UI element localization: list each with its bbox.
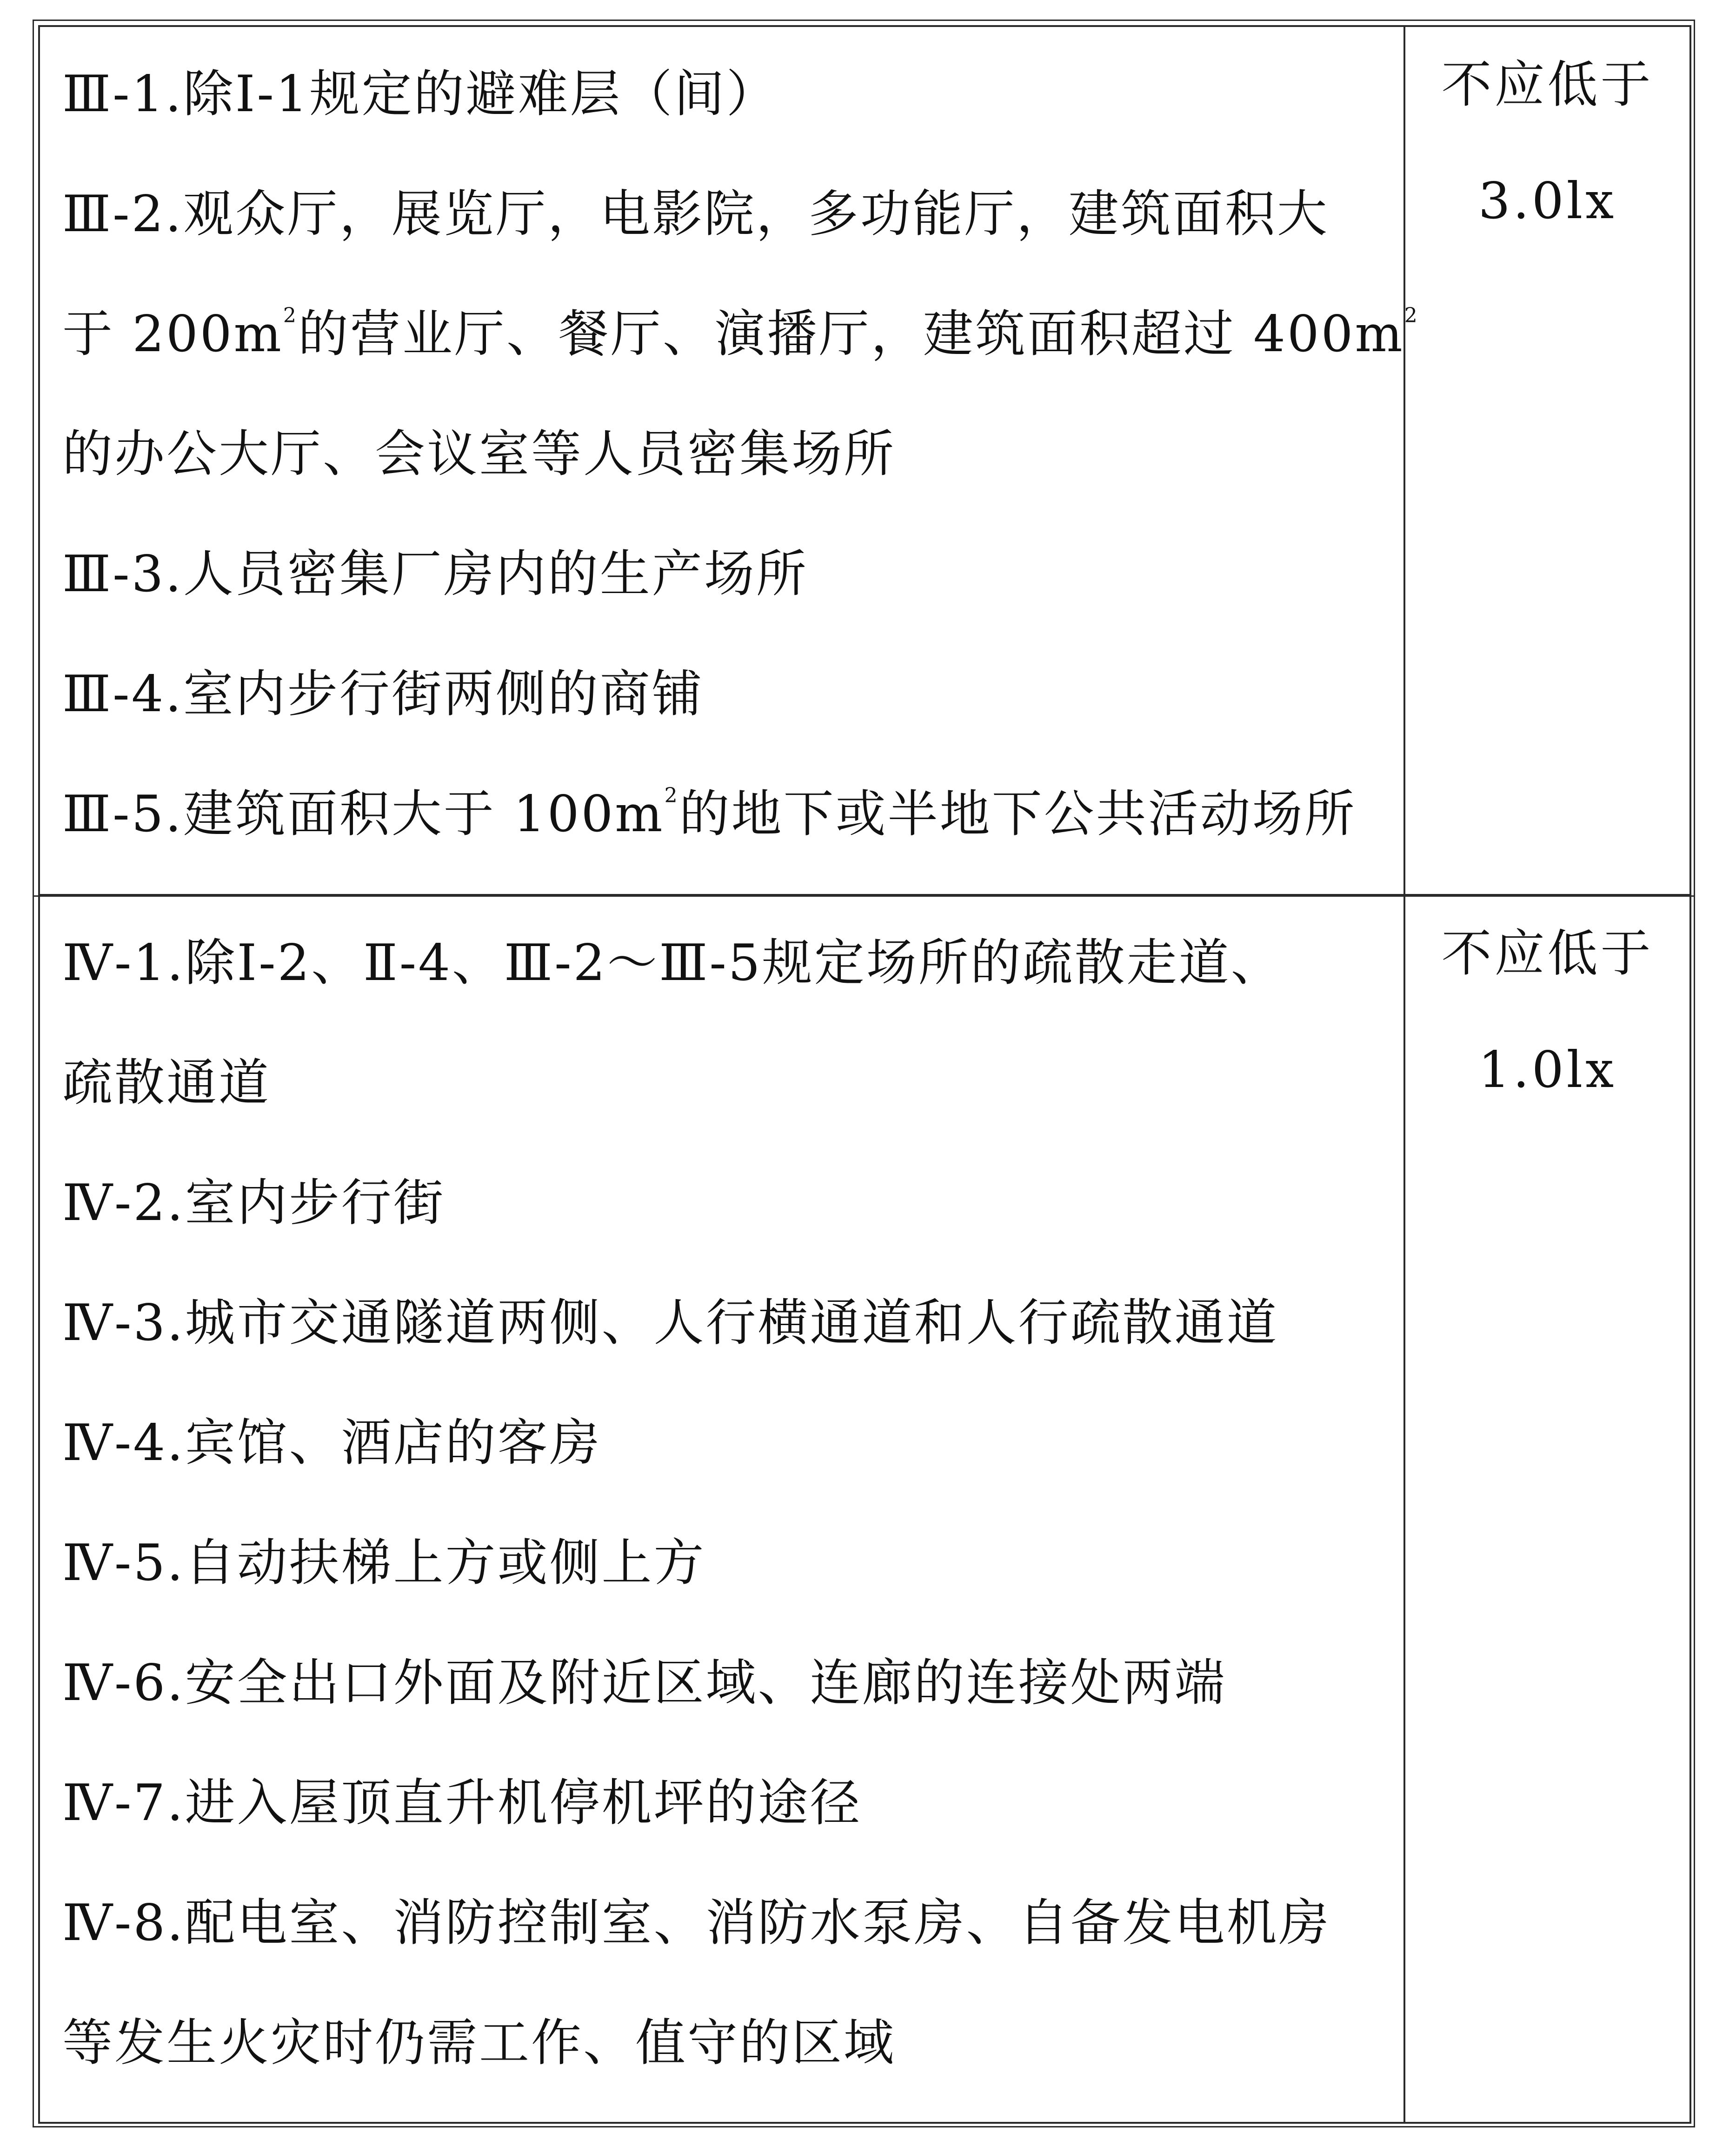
- item-text: 等发生火灾时仍需工作、值守的区域: [62, 2014, 896, 2072]
- requirement-line-1: 不应低于: [1441, 56, 1654, 114]
- place-item-4-8: [62, 1863, 1385, 1983]
- item-text: 宾馆、酒店的客房: [185, 1414, 602, 1472]
- item-text: 人员密集厂房内的生产场所: [183, 545, 808, 603]
- item-prefix: Ⅲ-1.: [62, 65, 183, 123]
- item-text: 城市交通隧道两侧、人行横通道和人行疏散通道: [185, 1294, 1279, 1352]
- places-cell-group-3: [39, 26, 1419, 895]
- place-item-4-1-cont: [62, 1023, 1385, 1143]
- place-item-4-2: [62, 1143, 1385, 1263]
- item-text: 疏散通道: [62, 1054, 271, 1112]
- place-item-3-2-cont-1: [62, 274, 1419, 394]
- superscript: 2: [283, 304, 298, 327]
- item-text: 安全出口外面及附近区域、连廊的连接处两端: [185, 1654, 1227, 1712]
- place-item-4-8-cont: [62, 1983, 1385, 2103]
- place-item-3-2: [62, 154, 1385, 274]
- item-text: 观众厅，展览厅，电影院，多功能厅，建筑面积大: [183, 185, 1329, 243]
- place-item-3-2-cont-2: [62, 394, 1385, 514]
- item-text: 的办公大厅、会议室等人员密集场所: [62, 425, 896, 483]
- place-item-3-5: [62, 754, 1385, 874]
- place-item-4-4: [62, 1383, 1385, 1503]
- requirement-line-1: 不应低于: [1441, 925, 1654, 983]
- item-prefix: Ⅳ-5.: [62, 1534, 185, 1592]
- item-prefix: Ⅳ-7.: [62, 1774, 185, 1832]
- item-prefix: Ⅳ-1.: [62, 934, 185, 992]
- place-item-4-3: [62, 1263, 1385, 1383]
- item-text: 除Ⅰ-2、Ⅱ-4、Ⅲ-2～Ⅲ-5规定场所的疏散走道、: [185, 934, 1283, 992]
- item-prefix: Ⅳ-6.: [62, 1654, 185, 1712]
- item-prefix: Ⅳ-3.: [62, 1294, 185, 1352]
- item-text: 室内步行街: [185, 1174, 446, 1232]
- item-prefix: Ⅲ-3.: [62, 545, 183, 603]
- item-prefix: Ⅲ-5.: [62, 785, 183, 843]
- superscript: 2: [1404, 304, 1419, 327]
- requirements-table: [38, 25, 1691, 2124]
- superscript: 2: [664, 784, 679, 807]
- item-prefix: Ⅲ-2.: [62, 185, 183, 243]
- place-item-3-4: [62, 634, 1385, 754]
- item-text: 进入屋顶直升机停机坪的途径: [185, 1774, 862, 1832]
- place-item-3-1: [62, 34, 1385, 154]
- item-text: 的营业厅、餐厅、演播厅，建筑面积超过 400m: [298, 305, 1404, 363]
- place-item-4-5: [62, 1503, 1385, 1623]
- table-row-group-3: [39, 26, 1690, 895]
- item-prefix: Ⅳ-2.: [62, 1174, 185, 1232]
- item-prefix: Ⅳ-4.: [62, 1414, 185, 1472]
- place-item-3-3: [62, 514, 1385, 634]
- item-text: 自动扶梯上方或侧上方: [185, 1534, 706, 1592]
- item-text: 除Ⅰ-1规定的避难层（间）: [183, 65, 778, 123]
- requirement-cell-group-3: [1404, 26, 1690, 895]
- requirement-cell-group-4: [1404, 895, 1690, 2123]
- item-prefix: Ⅲ-4.: [62, 665, 183, 723]
- illumination-table: [38, 25, 1689, 2122]
- place-item-4-6: [62, 1623, 1385, 1743]
- requirement-value: 3.0lx: [1478, 172, 1617, 230]
- item-text: 室内步行街两侧的商铺: [183, 665, 704, 723]
- item-text: 配电室、消防控制室、消防水泵房、自备发电机房: [185, 1894, 1331, 1952]
- row-double-divider: [33, 895, 1695, 897]
- item-text: 建筑面积大于 100m: [183, 785, 665, 843]
- requirement-value: 1.0lx: [1478, 1041, 1617, 1099]
- item-text: 的地下或半地下公共活动场所: [679, 785, 1357, 843]
- place-item-4-7: [62, 1743, 1385, 1863]
- places-cell-group-4: [39, 895, 1404, 2123]
- item-text: 于 200m: [62, 305, 283, 363]
- place-item-4-1: [62, 903, 1385, 1023]
- item-prefix: Ⅳ-8.: [62, 1894, 185, 1952]
- table-row-group-4: [39, 895, 1690, 2123]
